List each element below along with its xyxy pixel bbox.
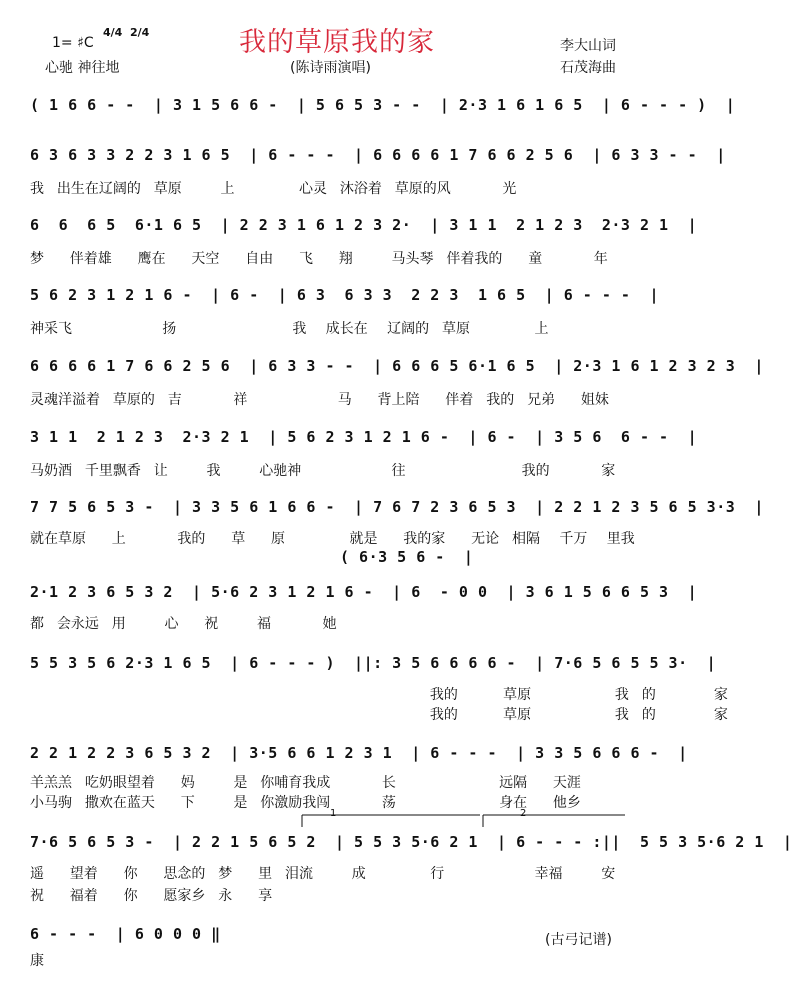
notation-row-1: ( 1 6 6 - - | 3 1 5 6 6 - | 5 6 5 3 - - | 2·3 1 6 1 6 5 | 6 - - - ) | — [30, 96, 736, 114]
lyric-row-5-verse-1: 灵魂洋溢着 草原的 吉 祥 马 背上陪 伴着 我的 兄弟 姐妹 — [30, 392, 609, 408]
lyric-row-11-verse-2: 祝 福着 你 愿家乡 永 享 — [30, 888, 273, 904]
notation-row-3: 6 6 6 5 6·1 6 5 | 2 2 3 1 6 1 2 3 2· | 3 1 1 2 1 2 3 2·3 2 1 | — [30, 216, 698, 234]
lyric-row-6-verse-1: 马奶酒 千里飘香 让 我 心驰神 往 我的 家 — [30, 463, 616, 479]
lyric-row-2-verse-1: 我 出生在辽阔的 草原 上 心灵 沐浴着 草原的风 光 — [30, 181, 517, 197]
time-signature: 4/4 2/4 — [103, 26, 150, 39]
notation-row-4: 5 6 2 3 1 2 1 6 - | 6 - | 6 3 6 3 3 2 2 3 1 6 5 | 6 - - - | — [30, 286, 660, 304]
lyric-row-8-verse-1: 都 会永远 用 心 祝 福 她 — [30, 616, 337, 632]
singer-credit: (陈诗雨演唱) — [290, 60, 371, 76]
notation-row-12: 6 - - - | 6 0 0 0 ‖ — [30, 925, 221, 943]
volta-2-label: 2 — [520, 808, 527, 819]
lyric-row-12-verse-1: 康 — [30, 953, 44, 969]
lyric-row-7-verse-1: 就在草原 上 我的 草 原 就是 我的家 无论 相隔 千万 里我 — [30, 531, 635, 547]
notation-row-2: 6 3 6 3 3 2 2 3 1 6 5 | 6 - - - | 6 6 6 6 1 7 6 6 2 5 6 | 6 3 3 - - | — [30, 146, 726, 164]
lyric-row-10-verse-1: 羊羔羔 吃奶眼望着 妈 是 你哺育我成 长 远隔 天涯 — [30, 775, 581, 791]
lyric-row-10-verse-2: 小马驹 撒欢在蓝天 下 是 你激励我闯 荡 身在 他乡 — [30, 795, 581, 811]
volta-brackets — [0, 805, 674, 835]
lyric-row-3-verse-1: 梦 伴着雄 鹰在 天空 自由 飞 翔 马头琴 伴着我的 童 年 — [30, 251, 608, 267]
notation-row-7: 7 7 5 6 5 3 - | 3 3 5 6 1 6 6 - | 7 6 7 2 3 6 5 3 | 2 2 1 2 3 5 6 5 3·3 | — [30, 498, 764, 516]
lyric-row-4-verse-1: 神采飞 扬 我 成长在 辽阔的 草原 上 — [30, 321, 549, 337]
composer-credit: 石茂海曲 — [560, 60, 616, 76]
repeat-hint: ( 6·3 5 6 - | — [340, 548, 474, 566]
lyric-row-9-verse-1: 我的 草原 我 的 家 — [30, 687, 728, 703]
volta-1-label: 1 — [330, 808, 337, 819]
notation-row-6: 3 1 1 2 1 2 3 2·3 2 1 | 5 6 2 3 1 2 1 6 - | 6 - | 3 5 6 6 - - | — [30, 428, 698, 446]
key-signature: 1= ♯C — [52, 35, 94, 51]
notation-row-9: 5 5 3 5 6 2·3 1 6 5 | 6 - - - ) ||: 3 5 6 6 6 6 - | 7·6 5 6 5 5 3· | — [30, 654, 717, 672]
notation-row-11: 7·6 5 6 5 3 - | 2 2 1 5 6 5 2 | 5 5 3 5·6 2 1 | 6 - - - :|| 5 5 3 5·6 2 1 | — [30, 833, 792, 851]
lyric-row-9-verse-2: 我的 草原 我 的 家 — [30, 707, 728, 723]
transcriber-credit: (古弓记谱) — [545, 932, 612, 948]
lyric-row-11-verse-1: 遥 望着 你 思念的 梦 里 泪流 成 行 幸福 安 — [30, 866, 616, 882]
tempo-mark: 心驰 神往地 — [45, 60, 120, 76]
song-title: 我的草原我的家 — [239, 27, 435, 58]
notation-row-8: 2·1 2 3 6 5 3 2 | 5·6 2 3 1 2 1 6 - | 6 - 0 0 | 3 6 1 5 6 6 5 3 | — [30, 583, 698, 601]
notation-row-5: 6 6 6 6 1 7 6 6 2 5 6 | 6 3 3 - - | 6 6 6 5 6·1 6 5 | 2·3 1 6 1 2 3 2 3 | — [30, 357, 764, 375]
lyricist-credit: 李大山词 — [560, 38, 616, 54]
notation-row-10: 2 2 1 2 2 3 6 5 3 2 | 3·5 6 6 1 2 3 1 | 6 - - - | 3 3 5 6 6 6 - | — [30, 744, 688, 762]
